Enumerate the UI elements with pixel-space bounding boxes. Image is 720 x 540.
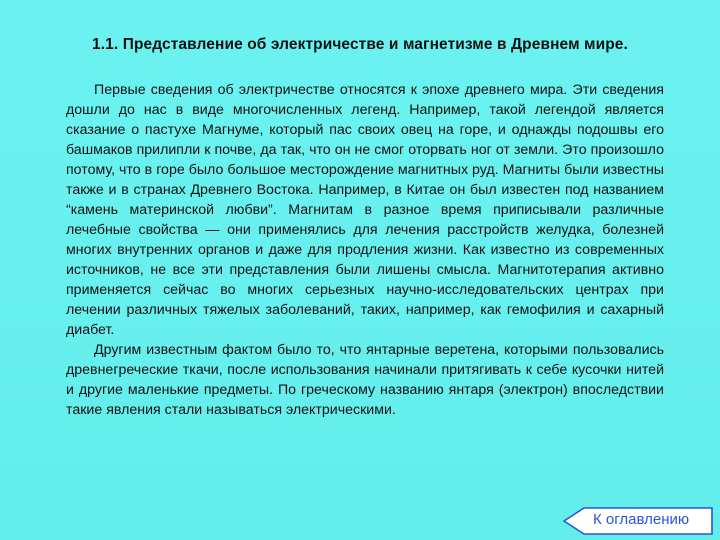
toc-link-button[interactable] xyxy=(563,507,713,535)
page-title: 1.1. Представление об электричестве и магнетизме в Древнем мире. xyxy=(92,36,628,53)
paragraph-1: Первые сведения об электричестве относятся к эпохе древнего мира. Эти сведения дошли до нас в виде многочисленных легенд. Например, такой легендой является сказание о пастухе Магнуме, который пас своих овец на горе, и однажды подошвы его башмаков прилипли к почве, да так, что он не смог оторвать ног от земли. Это произошло потому, что в горе было большое месторождение магнитных руд. Магниты были известны также и в странах Древнего Востока. Например, в Китае он был известен под названием “камень материнской любви”. Магнитам в разное время приписывали различные лечебные свойства — они применялись для лечения расстройств желудка, болезней многих внутренних органов и даже для продления жизни. Как известно из современных источников, не все эти представления были лишены смысла. Магнитотерапия активно применяется сейчас во многих серьезных научно-исследовательских центрах при лечении различных тяжелых заболеваний, таких, например, как гемофилия и сахарный диабет. xyxy=(66,82,664,338)
body-text xyxy=(66,80,664,420)
toc-link-label: К оглавлению xyxy=(593,511,690,528)
paragraph-2: Другим известным фактом было то, что янтарные веретена, которыми пользовались древнегреческие ткачи, после использования начинали притягивать к себе кусочки нитей и другие маленькие предметы. По греческому названию янтаря (электрон) впоследствии такие явления стали называться электрическими. xyxy=(66,342,664,418)
